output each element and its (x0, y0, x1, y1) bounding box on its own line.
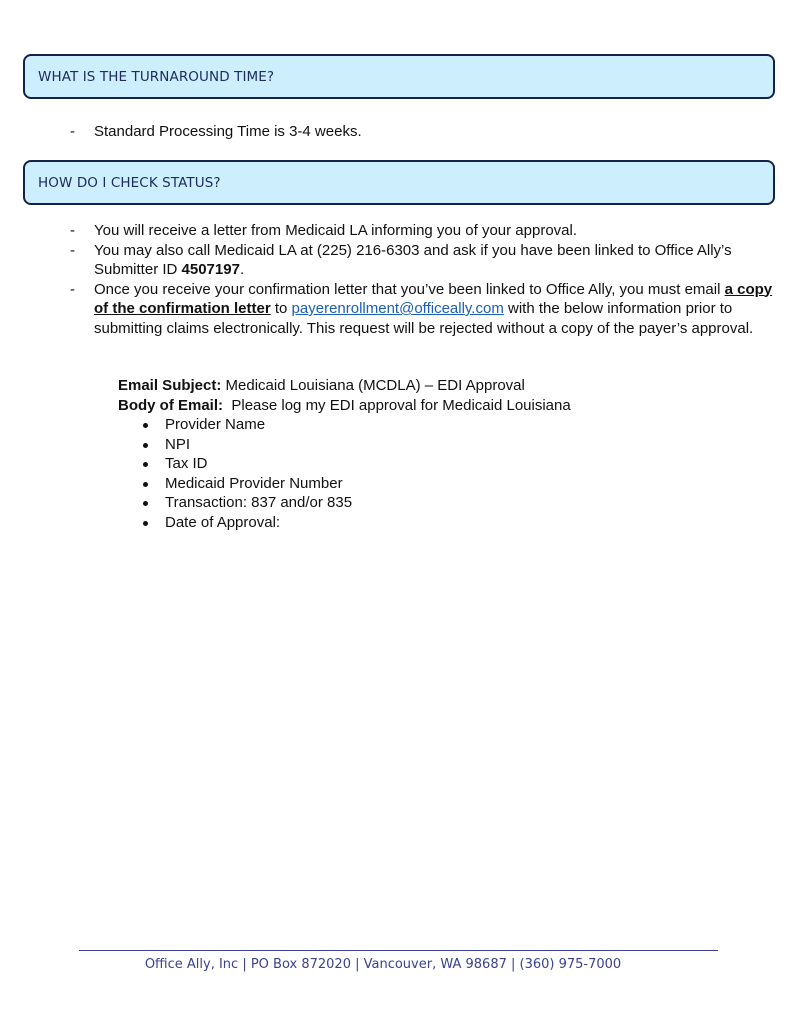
email-link[interactable]: payerenrollment@officeally.com (291, 300, 504, 317)
email-subject-value: Medicaid Louisiana (MCDLA) – EDI Approval (221, 377, 525, 394)
bullet-icon (143, 423, 148, 428)
email-body-label: Body of Email: (118, 396, 224, 414)
email-fields-list (118, 415, 571, 532)
section-title: WHAT IS THE TURNAROUND TIME? (38, 68, 275, 85)
list-dash: - (70, 123, 75, 140)
confirmation-letter-emphasis: a copy of the confirmation letter (94, 280, 773, 317)
bullet-icon (143, 521, 148, 526)
email-subject-line (118, 376, 571, 396)
list-item-text: You may also call Medicaid LA at (225) 216-6303 and ask if you have been linked to Office Ally’s Submitter ID (94, 241, 732, 278)
submitter-id: 4507197 (181, 261, 240, 278)
list-item (0, 122, 800, 142)
status-list (0, 221, 800, 338)
section-header-status (23, 160, 775, 205)
list-item-text-end: . (239, 261, 245, 278)
bullet-icon (143, 482, 148, 487)
email-subject-label: Email Subject: (118, 377, 222, 394)
list-dash: - (70, 241, 75, 259)
list-item-text: Once you receive your confirmation letter that you’ve been linked to Office Ally, you must email (94, 280, 725, 298)
list-item-text-to: to (270, 300, 292, 317)
list-item: Medicaid Provider Number (118, 474, 571, 494)
list-item-text: You will receive a letter from Medicaid LA informing you of your approval. (94, 222, 578, 239)
list-item (0, 241, 800, 280)
footer-address: Office Ally, Inc | PO Box 872020 | Vancouver, WA 98687 | (360) 975-7000 (144, 957, 622, 972)
list-dash: - (70, 280, 75, 298)
list-item (0, 280, 800, 339)
turnaround-list (0, 122, 800, 142)
bullet-icon (143, 462, 148, 467)
list-item: Tax ID (118, 454, 571, 474)
email-body-value: Please log my EDI approval for Medicaid Louisiana (223, 396, 571, 414)
email-body-line (118, 396, 571, 416)
email-instructions (118, 376, 571, 532)
list-item: Date of Approval: (118, 513, 571, 533)
list-item: Provider Name (118, 415, 571, 435)
footer-divider (79, 950, 718, 951)
list-item: Transaction: 837 and/or 835 (118, 493, 571, 513)
bullet-icon (143, 501, 148, 506)
section-header-turnaround (23, 54, 775, 99)
section-title: HOW DO I CHECK STATUS? (38, 174, 221, 191)
list-item (0, 221, 800, 241)
bullet-icon (143, 443, 148, 448)
list-item: NPI (118, 435, 571, 455)
list-dash: - (70, 222, 75, 239)
list-item-text: Standard Processing Time is 3-4 weeks. (94, 123, 362, 140)
list-item-text-rest: with the below information prior to submitting claims electronically. This request will be rejected without a copy of the payer’s approval. (94, 300, 754, 337)
